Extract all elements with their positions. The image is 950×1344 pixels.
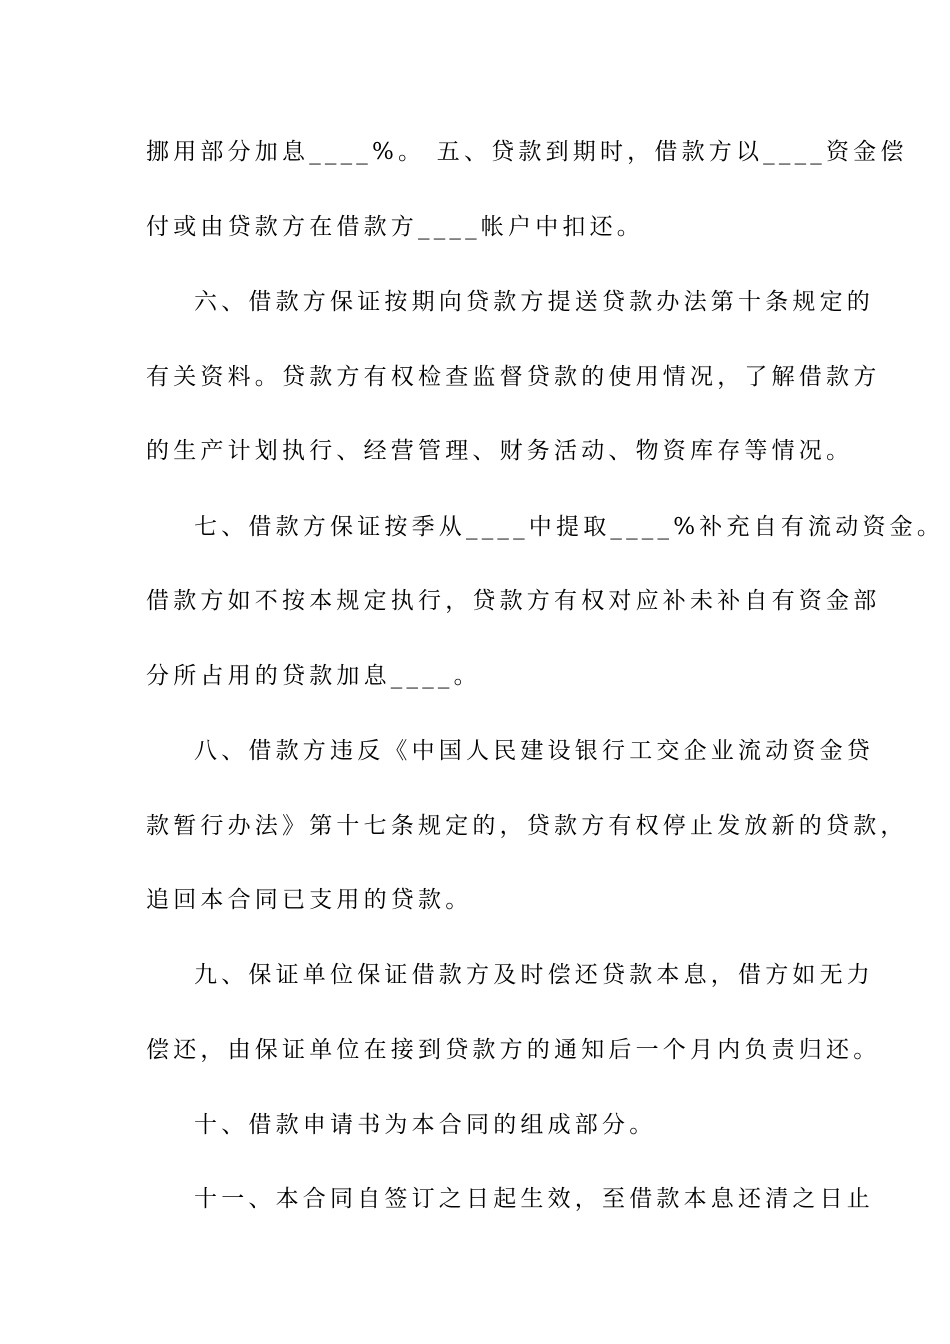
text-line: 挪用部分加息____%。 五、贷款到期时，借款方以____资金偿: [146, 139, 908, 165]
paragraph-eight-start: 八、借款方违反《中国人民建设银行工交企业流动资金贷: [194, 738, 874, 764]
text-line: 偿还，由保证单位在接到贷款方的通知后一个月内负责归还。: [146, 1037, 881, 1063]
text-line: 追回本合同已支用的贷款。: [146, 887, 473, 913]
paragraph-nine-start: 九、保证单位保证借款方及时偿还贷款本息，借方如无力: [194, 962, 874, 988]
text-line: 付或由贷款方在借款方____帐户中扣还。: [146, 214, 644, 240]
paragraph-seven-start: 七、借款方保证按季从____中提取____%补充自有流动资金。: [194, 514, 945, 540]
text-line: 有关资料。贷款方有权检查监督贷款的使用情况，了解借款方: [146, 364, 881, 390]
paragraph-eleven-start: 十一、本合同自签订之日起生效，至借款本息还清之日止: [194, 1186, 874, 1212]
text-line: 分所占用的贷款加息____。: [146, 663, 481, 689]
text-line: 借款方如不按本规定执行，贷款方有权对应补未补自有资金部: [146, 588, 881, 614]
paragraph-ten: 十、借款申请书为本合同的组成部分。: [194, 1112, 657, 1138]
paragraph-six-start: 六、借款方保证按期向贷款方提送贷款办法第十条规定的: [194, 289, 874, 315]
text-line: 的生产计划执行、经营管理、财务活动、物资库存等情况。: [146, 438, 854, 464]
text-line: 款暂行办法》第十七条规定的，贷款方有权停止发放新的贷款，: [146, 813, 908, 839]
